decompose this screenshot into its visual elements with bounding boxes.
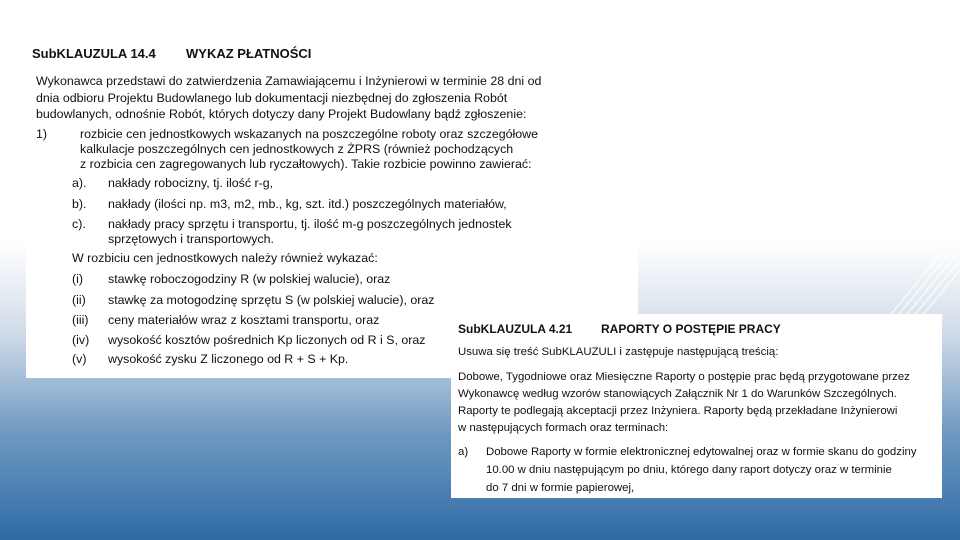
document-clause-4-21	[451, 314, 942, 498]
text-line: budowlanych, odnośnie Robót, których dotyczy dany Projekt Budowlany bądź zgłoszenie:	[36, 107, 527, 121]
text-line: w następujących formach oraz terminach:	[458, 422, 669, 434]
text-line: Raporty te podlegają akceptacji przez Inżyniera. Raporty będą przekładane Inżynierowi	[458, 405, 898, 417]
text-line: Dobowe Raporty w formie elektronicznej edytowalnej oraz w formie skanu do godziny	[486, 446, 917, 458]
clause-number: SubKLAUZULA 4.21	[458, 322, 573, 336]
text-line: Wykonawca przedstawi do zatwierdzenia Zamawiającemu i Inżynierowi w terminie 28 dni od	[36, 74, 542, 88]
list-marker: (v)	[72, 352, 87, 366]
list-marker: (iii)	[72, 313, 89, 327]
text-line: z rozbicia cen zagregowanych lub ryczałtowych). Takie rozbicie powinno zawierać:	[80, 157, 532, 171]
text-line: Wykonawcę według wzorów stanowiących Załącznik Nr 1 do Warunków Szczególnych.	[458, 388, 897, 400]
clause-number: SubKLAUZULA 14.4	[32, 46, 156, 61]
list-marker: (i)	[72, 272, 84, 286]
list-marker: c).	[72, 217, 86, 231]
text-line: wysokość kosztów pośrednich Kp liczonych od R i S, oraz	[108, 333, 426, 347]
text-line: do 7 dni w formie papierowej,	[486, 482, 635, 494]
text-line: wysokość zysku Z liczonego od R + S + Kp.	[108, 352, 349, 366]
list-marker: (iv)	[72, 333, 90, 347]
list-marker: (ii)	[72, 293, 86, 307]
text-line: dnia odbioru Projektu Budowlanego lub dokumentacji niezbędnej do zgłoszenia Robót	[36, 91, 508, 105]
clause-title: WYKAZ PŁATNOŚCI	[186, 46, 312, 61]
text-line: ceny materiałów wraz z kosztami transportu, oraz	[108, 313, 380, 327]
text-line: Dobowe, Tygodniowe oraz Miesięczne Raporty o postępie prac będą przygotowane przez	[458, 371, 910, 383]
list-marker: a).	[72, 176, 87, 190]
text-line: sprzętowych i transportowych.	[108, 232, 274, 246]
text-line: W rozbiciu cen jednostkowych należy również wykazać:	[72, 251, 378, 265]
text-line: nakłady (ilości np. m3, m2, mb., kg, szt. itd.) poszczególnych materiałów,	[108, 197, 507, 211]
text-line: kalkulacje poszczególnych cen jednostkowych z ŻPRS (również pochodzących	[80, 142, 514, 156]
text-line: nakłady robocizny, tj. ilość r-g,	[108, 176, 274, 190]
text-line: nakłady pracy sprzętu i transportu, tj. ilość m-g poszczególnych jednostek	[108, 217, 512, 231]
list-marker: 1)	[36, 127, 48, 141]
list-marker: a)	[458, 446, 469, 458]
list-marker: b).	[72, 197, 87, 211]
clause-title: RAPORTY O POSTĘPIE PRACY	[601, 322, 781, 336]
text-line: 10.00 w dniu następującym po dniu, którego dany raport dotyczy oraz w terminie	[486, 464, 892, 476]
text-line: Usuwa się treść SubKLAUZULI i zastępuje następującą treścią:	[458, 346, 779, 358]
text-line: stawkę roboczogodziny R (w polskiej walucie), oraz	[108, 272, 391, 286]
text-line: stawkę za motogodzinę sprzętu S (w polskiej walucie), oraz	[108, 293, 435, 307]
text-line: rozbicie cen jednostkowych wskazanych na poszczególne roboty oraz szczegółowe	[80, 127, 539, 141]
